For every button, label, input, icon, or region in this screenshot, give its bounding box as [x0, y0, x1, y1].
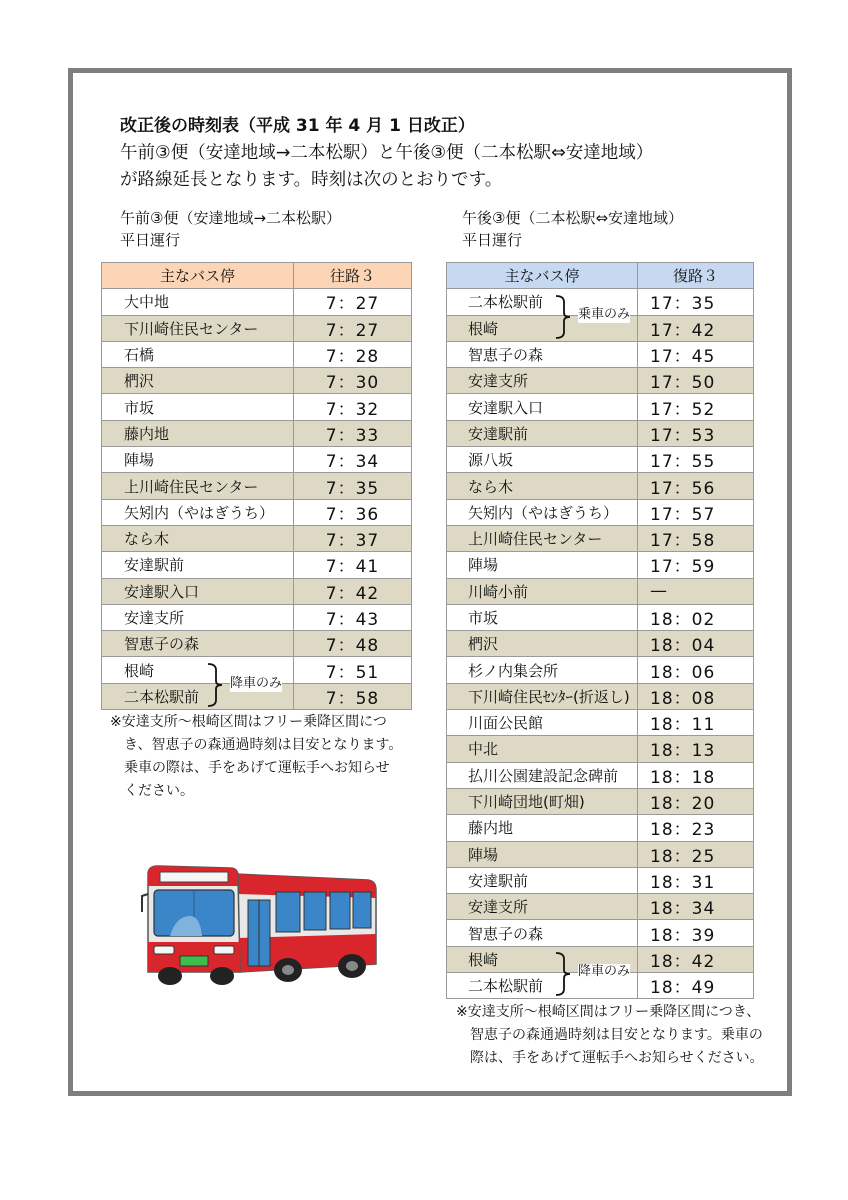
bus-stop-name: 陣場	[447, 552, 638, 578]
departure-time: 17：42	[638, 315, 754, 341]
departure-time: 17：50	[638, 368, 754, 394]
brace-label-dropoff: 降車のみ	[578, 964, 631, 979]
departure-time: 18：39	[638, 920, 754, 946]
departure-time: 18：23	[638, 815, 754, 841]
table-row	[447, 604, 754, 630]
table-header-row	[447, 263, 754, 289]
departure-time: 7：48	[294, 631, 412, 657]
departure-time: 17：53	[638, 420, 754, 446]
bus-stop-name: 市坂	[447, 604, 638, 630]
departure-time: 7：34	[294, 447, 412, 473]
table-row	[102, 473, 412, 499]
bus-stop-name: 智恵子の森	[102, 631, 294, 657]
column-header-stop: 主なバス停	[447, 263, 638, 289]
departure-time: 18：04	[638, 631, 754, 657]
departure-time: 7：33	[294, 420, 412, 446]
intro-line: 午前③便（安達地域→二本松駅）と午後③便（二本松駅⇔安達地域）	[120, 143, 654, 163]
afternoon-subheading: 平日運行	[462, 231, 523, 249]
intro-line: が路線延長となります。時刻は次のとおりです。	[120, 170, 503, 190]
bus-stop-name: 安達駅前	[102, 552, 294, 578]
bus-stop-name: 藤内地	[447, 815, 638, 841]
departure-time: 7：42	[294, 578, 412, 604]
departure-time: 7：41	[294, 552, 412, 578]
bus-stop-name: 中北	[447, 736, 638, 762]
departure-time: 17：58	[638, 525, 754, 551]
bus-stop-name: 川崎小前	[447, 578, 638, 604]
morning-timetable	[101, 262, 412, 710]
departure-time: 18：31	[638, 867, 754, 893]
departure-time: 7：32	[294, 394, 412, 420]
page-title: 改正後の時刻表（平成 31 年 4 月 1 日改正）	[120, 116, 475, 136]
table-row	[102, 552, 412, 578]
brace-icon	[554, 951, 574, 997]
table-row	[102, 631, 412, 657]
bus-illustration	[140, 860, 380, 990]
departure-time: 7：28	[294, 341, 412, 367]
departure-time: 7：35	[294, 473, 412, 499]
departure-time: 17：45	[638, 341, 754, 367]
table-row	[447, 683, 754, 709]
bus-stop-name: 根崎	[447, 315, 638, 341]
afternoon-section-heading	[462, 207, 683, 251]
table-row	[102, 578, 412, 604]
bus-stop-name: 安達支所	[447, 368, 638, 394]
bus-stop-name: 川面公民館	[447, 710, 638, 736]
table-row	[447, 552, 754, 578]
table-row	[447, 815, 754, 841]
bus-stop-name: 市坂	[102, 394, 294, 420]
departure-time: 7：27	[294, 315, 412, 341]
departure-time: 7：27	[294, 289, 412, 315]
brace-icon	[206, 662, 226, 708]
table-row	[447, 710, 754, 736]
afternoon-timetable	[446, 262, 754, 999]
table-row	[102, 604, 412, 630]
note-line: ※安達支所～根崎区間はフリー乗降区間につき、	[456, 1004, 761, 1020]
bus-stop-name: 陣場	[447, 841, 638, 867]
bus-stop-name: 根崎	[102, 657, 294, 683]
note-line: 智恵子の森通過時刻は目安となります。乗車の	[470, 1027, 763, 1043]
afternoon-note	[456, 1001, 764, 1070]
table-row	[102, 394, 412, 420]
table-row	[102, 341, 412, 367]
departure-time: 18：49	[638, 973, 754, 999]
departure-time: 7：37	[294, 525, 412, 551]
departure-time: 17：55	[638, 447, 754, 473]
table-row	[102, 420, 412, 446]
table-row	[102, 525, 412, 551]
departure-time: 18：06	[638, 657, 754, 683]
table-row	[447, 631, 754, 657]
bus-stop-name: 根崎	[447, 946, 638, 972]
bus-stop-name: 下川崎住民センター	[102, 315, 294, 341]
bus-stop-name: 石橋	[102, 341, 294, 367]
brace-label-boarding: 乗車のみ	[578, 307, 631, 322]
bus-stop-name: なら木	[447, 473, 638, 499]
table-row	[447, 841, 754, 867]
note-line: き、智恵子の森通過時刻は目安となります。	[124, 737, 403, 753]
departure-time: 18：13	[638, 736, 754, 762]
bus-stop-name: 大中地	[102, 289, 294, 315]
departure-time: 18：20	[638, 788, 754, 814]
bus-stop-name: 二本松駅前	[447, 289, 638, 315]
table-row	[447, 341, 754, 367]
morning-section-heading	[120, 207, 341, 251]
table-row	[447, 578, 754, 604]
bus-stop-name: 陣場	[102, 447, 294, 473]
bus-stop-name: 安達駅入口	[102, 578, 294, 604]
morning-note	[110, 711, 402, 803]
table-row	[447, 368, 754, 394]
departure-time: 17：52	[638, 394, 754, 420]
table-row	[447, 525, 754, 551]
bus-stop-name: 杉ノ内集会所	[447, 657, 638, 683]
table-header-row	[102, 263, 412, 289]
bus-stop-name: 安達駅前	[447, 867, 638, 893]
column-header-time: 復路３	[638, 263, 754, 289]
bus-stop-name: 安達支所	[102, 604, 294, 630]
column-header-stop: 主なバス停	[102, 263, 294, 289]
departure-time: 7：51	[294, 657, 412, 683]
bus-stop-name: 安達支所	[447, 894, 638, 920]
brace-label-dropoff: 降車のみ	[230, 676, 283, 691]
departure-time: 18：25	[638, 841, 754, 867]
table-row	[447, 447, 754, 473]
table-row	[447, 920, 754, 946]
table-row	[102, 499, 412, 525]
table-row	[447, 736, 754, 762]
bus-stop-name: 椚沢	[102, 368, 294, 394]
bus-stop-name: 智恵子の森	[447, 920, 638, 946]
note-line: 乗車の際は、手をあげて運転手へお知らせ	[124, 760, 390, 776]
departure-time: 17：59	[638, 552, 754, 578]
bus-stop-name: 矢矧内（やはぎうち）	[102, 499, 294, 525]
departure-time: 17：56	[638, 473, 754, 499]
bus-stop-name: 源八坂	[447, 447, 638, 473]
departure-time: 18：18	[638, 762, 754, 788]
intro-text	[120, 140, 653, 194]
table-row	[447, 788, 754, 814]
departure-time: 18：02	[638, 604, 754, 630]
departure-time: 18：42	[638, 946, 754, 972]
bus-stop-name: 上川崎住民センター	[447, 525, 638, 551]
bus-stop-name: 払川公園建設記念碑前	[447, 762, 638, 788]
bus-stop-name: 下川崎住民ｾﾝﾀｰ(折返し)	[447, 683, 638, 709]
departure-time: —	[638, 578, 754, 604]
table-row	[447, 499, 754, 525]
note-line: ください。	[124, 783, 194, 799]
morning-subheading: 平日運行	[120, 231, 181, 249]
table-row	[447, 394, 754, 420]
departure-time: 18：08	[638, 683, 754, 709]
departure-time: 18：11	[638, 710, 754, 736]
table-row	[447, 657, 754, 683]
note-line: 際は、手をあげて運転手へお知らせください。	[470, 1050, 764, 1066]
bus-stop-name: 下川崎団地(町畑)	[447, 788, 638, 814]
table-row	[447, 473, 754, 499]
departure-time: 18：34	[638, 894, 754, 920]
departure-time: 7：36	[294, 499, 412, 525]
column-header-time: 往路３	[294, 263, 412, 289]
bus-stop-name: 矢矧内（やはぎうち）	[447, 499, 638, 525]
brace-icon	[554, 294, 574, 340]
departure-time: 7：43	[294, 604, 412, 630]
table-row	[102, 368, 412, 394]
bus-stop-name: 藤内地	[102, 420, 294, 446]
table-row	[447, 762, 754, 788]
table-row	[102, 315, 412, 341]
bus-stop-name: 二本松駅前	[447, 973, 638, 999]
bus-stop-name: 智恵子の森	[447, 341, 638, 367]
bus-stop-name: 安達駅入口	[447, 394, 638, 420]
morning-heading: 午前③便（安達地域→二本松駅）	[120, 209, 342, 227]
table-row	[447, 420, 754, 446]
table-row	[447, 867, 754, 893]
table-row	[102, 289, 412, 315]
bus-stop-name: 二本松駅前	[102, 683, 294, 709]
departure-time: 7：30	[294, 368, 412, 394]
bus-stop-name: 上川崎住民センター	[102, 473, 294, 499]
table-row	[447, 894, 754, 920]
departure-time: 17：57	[638, 499, 754, 525]
note-line: ※安達支所～根崎区間はフリー乗降区間につ	[110, 714, 387, 730]
departure-time: 7：58	[294, 683, 412, 709]
bus-stop-name: 安達駅前	[447, 420, 638, 446]
bus-stop-name: 椚沢	[447, 631, 638, 657]
departure-time: 17：35	[638, 289, 754, 315]
bus-stop-name: なら木	[102, 525, 294, 551]
table-row	[102, 447, 412, 473]
afternoon-heading: 午後③便（二本松駅⇔安達地域）	[462, 209, 684, 227]
